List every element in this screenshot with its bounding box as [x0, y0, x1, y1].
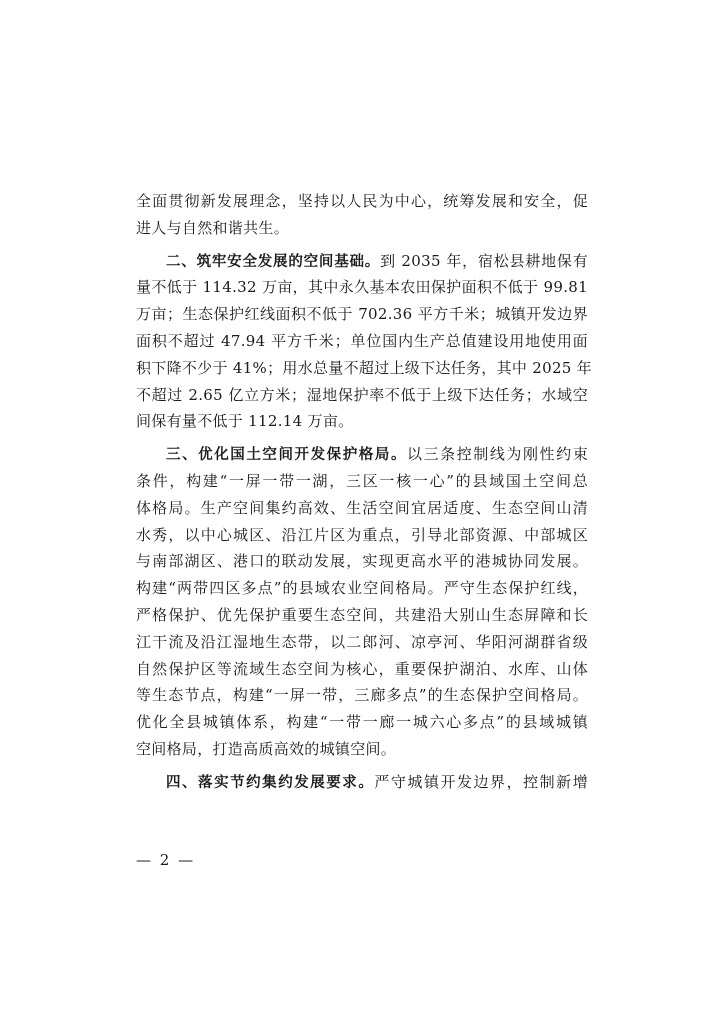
text-line: 严格保护、优先保护重要生态空间，共建沿大别山生态屏障和长	[136, 605, 588, 624]
text-line: 与南部湖区、港口的联动发展，实现更高水平的港城协同发展。	[136, 552, 588, 571]
text-line-first	[136, 441, 588, 468]
text-line: 体格局。生产空间集约高效、生活空间宜居适度、生态空间山清	[136, 498, 588, 517]
text-line-first	[136, 769, 588, 796]
page-number: — 2 —	[136, 851, 196, 869]
paragraph-2	[136, 248, 593, 436]
text-line: 积下降不少于 41%；用水总量不超过上级下达任务，其中 2025 年	[136, 358, 593, 377]
text-line: 万亩；生态保护红线面积不低于 702.36 平方千米；城镇开发边界	[136, 305, 588, 324]
text-line: 构建“两带四区多点”的县域农业空间格局。严守生态保护红线，	[136, 579, 588, 598]
section-heading: 三、优化国土空间开发保护格局。	[166, 447, 408, 464]
text-line: 量不低于 114.32 万亩，其中永久基本农田保护面积不低于 99.81	[136, 278, 588, 297]
section-heading: 四、落实节约集约发展要求。	[166, 774, 375, 791]
section-heading: 二、筑牢安全发展的空间基础。	[166, 253, 381, 270]
text-line: 面积不超过 47.94 平方千米；单位国内生产总值建设用地使用面	[136, 331, 588, 350]
text-line-first	[136, 248, 588, 275]
document-body	[136, 188, 593, 796]
text-run: 严守城镇开发边界，控制新增	[374, 772, 588, 791]
paragraph-4	[136, 769, 588, 796]
text-line: 空间格局，打造高质高效的城镇空间。	[136, 739, 397, 758]
text-run: 到 2035 年，宿松县耕地保有	[380, 251, 588, 270]
paragraph-1	[136, 188, 588, 242]
text-line: 全面贯彻新发展理念，坚持以人民为中心，统筹发展和安全，促	[136, 192, 588, 210]
text-line: 优化全县城镇体系，构建“一带一廊一城六心多点”的县域城镇	[136, 713, 588, 732]
text-run: 以三条控制线为刚性约束	[407, 445, 588, 464]
text-line: 水秀，以中心城区、沿江片区为重点，引导北部资源、中部城区	[136, 525, 588, 544]
paragraph-3	[136, 441, 588, 763]
text-line: 江干流及沿江湿地生态带，以二郎河、凉亭河、华阳河湖群省级	[136, 632, 588, 651]
text-line: 条件，构建“一屏一带一湖，三区一核一心”的县域国土空间总	[136, 471, 588, 490]
text-line: 间保有量不低于 112.14 万亩。	[136, 412, 354, 431]
text-line: 不超过 2.65 亿立方米；湿地保护率不低于上级下达任务；水域空	[136, 385, 588, 404]
text-line: 自然保护区等流域生态空间为核心，重要保护湖泊、水库、山体	[136, 659, 588, 678]
text-line: 进人与自然和谐共生。	[136, 218, 290, 237]
text-line: 等生态节点，构建“一屏一带，三廊多点”的生态保护空间格局。	[136, 686, 588, 705]
